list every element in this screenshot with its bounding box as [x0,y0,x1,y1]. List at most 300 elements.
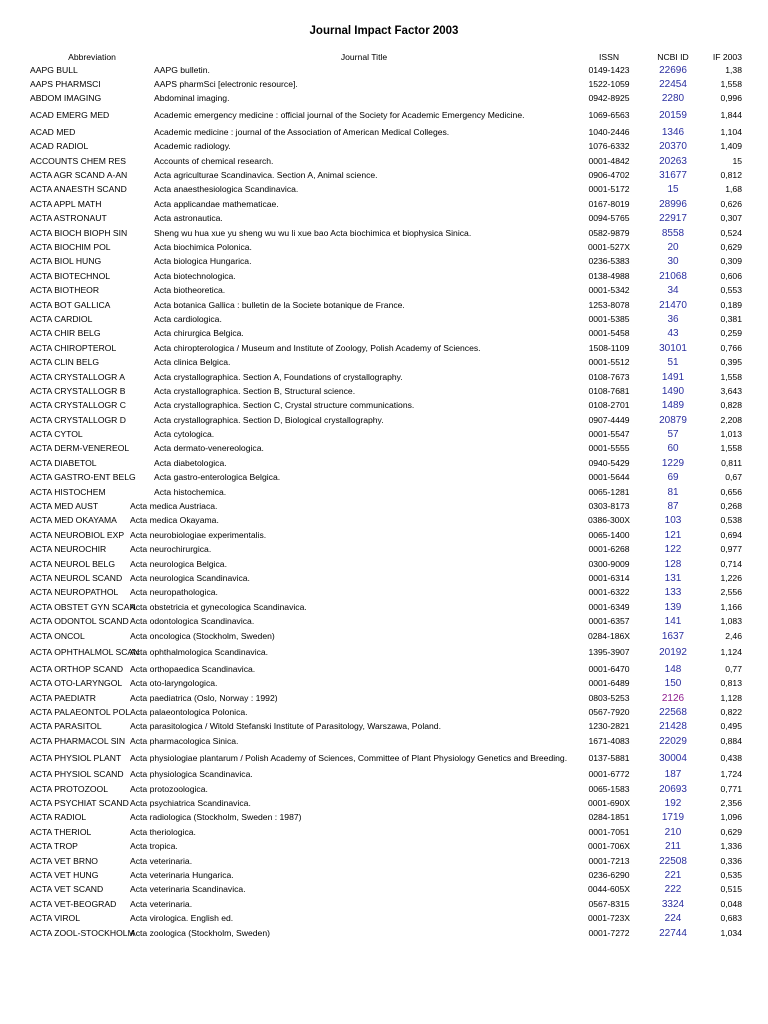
issn-cell: 0065-1400 [588,529,630,540]
ncbi-id-link[interactable]: 34 [667,285,679,297]
abbreviation-cell: ACTA AGR SCAND A-AN [30,170,128,181]
journal-title-text: Acta crystallographica. Section C, Crystal structure communications. [154,400,415,411]
abbreviation-cell: ACAD RADIOL [30,141,89,152]
abbreviation-cell: ACTA ORTHOP SCAND [30,663,124,674]
table-row [30,140,742,154]
abbreviation-cell: ACTA ONCOL [30,630,85,641]
ncbi-id-link[interactable]: 187 [664,769,682,781]
table-row [30,897,742,911]
abbreviation-cell: ACTA RADIOL [30,812,87,823]
journal-title-cell [154,212,574,226]
table-row [30,854,742,868]
ncbi-id-link[interactable]: 22508 [659,855,687,867]
journal-title-text: Acta physiologica Scandinavica. [130,769,253,780]
ncbi-id-link[interactable]: 30101 [659,342,687,354]
abbreviation-cell: ACTA CRYSTALLOGR C [30,400,126,411]
journal-title-text: Acta paediatrica (Oslo, Norway : 1992) [130,692,278,703]
issn-cell: 1508-1109 [588,342,630,353]
ncbi-id-link[interactable]: 139 [664,601,682,613]
impact-factor-cell: 0,996 [720,93,742,104]
ncbi-id-cell [644,691,702,705]
impact-factor-cell: 0,048 [720,898,742,909]
ncbi-id-cell [644,600,702,614]
table-row [30,571,742,585]
table-row [30,811,742,825]
ncbi-id-link[interactable]: 222 [664,884,682,896]
ncbi-id-cell [644,796,702,810]
table-row [30,749,742,768]
ncbi-id-cell [644,854,702,868]
ncbi-id-link[interactable]: 20879 [659,414,687,426]
impact-factor-cell: 0,771 [720,783,742,794]
ncbi-id-link[interactable]: 2280 [661,93,685,105]
abbreviation-cell: ACTA BIOCHIM POL [30,241,111,252]
abbreviation-cell: ACTA BIOL HUNG [30,256,102,267]
ncbi-id-link[interactable]: 87 [667,501,679,513]
ncbi-id-link[interactable]: 28996 [659,198,687,210]
abbreviation-cell: ACTA CLIN BELG [30,357,100,368]
ncbi-id-link[interactable]: 103 [664,515,682,527]
ncbi-id-link[interactable]: 121 [664,529,682,541]
impact-factor-cell: 1,558 [720,443,742,454]
journal-title-cell [154,92,574,106]
journal-title-cell [154,168,574,182]
journal-title-cell [130,571,574,585]
abbreviation-cell: ACAD MED [30,126,76,137]
table-row [30,327,742,341]
abbreviation-cell: ACTA VET BRNO [30,855,98,866]
impact-factor-cell: 0,77 [725,663,742,674]
abbreviation-cell: ACTA BIOCH BIOPH SIN [30,227,128,238]
journal-title-cell [130,499,574,513]
journal-title-text: Acta protozoologica. [130,783,208,794]
issn-cell: 0001-723X [587,913,631,924]
journal-title-text: Acta astronautica. [154,213,223,224]
ncbi-id-link[interactable]: 30 [667,256,679,268]
table-row [30,840,742,854]
table-row [30,168,742,182]
issn-cell: 0236-5383 [588,256,630,267]
issn-cell: 0001-706X [587,841,631,852]
ncbi-id-link[interactable]: 224 [664,913,682,925]
ncbi-id-link[interactable]: 20263 [659,155,687,167]
ncbi-id-cell [644,92,702,106]
journal-title-text: Acta cytologica. [154,429,215,440]
issn-cell: 1253-8078 [588,299,630,310]
impact-factor-cell: 0,309 [720,256,742,267]
abbreviation-cell: ACTA VET HUNG [30,870,99,880]
issn-cell: 0001-7051 [588,826,630,837]
abbreviation-cell: ACTA NEUROCHIR [30,544,107,555]
ncbi-id-link[interactable]: 131 [664,572,682,584]
ncbi-id-link[interactable]: 20192 [659,647,687,659]
table-row [30,883,742,897]
issn-cell: 0001-5547 [588,429,630,440]
impact-factor-cell: 2,356 [720,798,742,809]
ncbi-id-cell [644,384,702,398]
ncbi-id-link[interactable]: 221 [664,870,682,881]
ncbi-id-link[interactable]: 20370 [659,141,687,153]
journal-title-cell [154,298,574,312]
abbreviation-cell: ACTA GASTRO-ENT BELG [30,472,136,483]
journal-title-cell [130,691,574,705]
impact-factor-cell: 0,189 [720,299,742,310]
issn-cell: 0001-527X [587,241,631,252]
ncbi-id-cell [644,399,702,413]
abbreviation-cell: ACTA MED AUST [30,501,99,512]
impact-factor-cell: 0,395 [720,357,742,368]
table-row [30,600,742,614]
abbreviation-cell: ACTA BIOTECHNOL [30,270,111,281]
journal-title-text: Acta orthopaedica Scandinavica. [130,663,256,674]
issn-cell: 0907-4449 [588,414,630,425]
table-row [30,125,742,139]
impact-factor-cell: 2,46 [725,630,742,641]
journal-title-cell [130,586,574,600]
ncbi-id-link[interactable]: 22696 [659,64,687,76]
ncbi-id-link[interactable]: 1491 [661,371,685,383]
table-row [30,456,742,470]
abbreviation-cell: ACAD EMERG MED [30,110,110,121]
ncbi-id-link[interactable]: 211 [665,841,681,853]
ncbi-id-link[interactable]: 36 [667,313,679,325]
journal-title-text: Acta neurologica Belgica. [130,558,227,569]
journal-title-cell [130,854,574,868]
ncbi-id-cell [644,255,702,269]
ncbi-id-link[interactable]: 2126 [661,692,685,704]
abbreviation-cell: ACTA DERM-VENEREOL [30,443,130,454]
issn-cell: 0001-4842 [588,155,630,166]
table-row [30,399,742,413]
abbreviation-cell: ACTA CYTOL [30,429,83,440]
issn-cell: 0001-7272 [588,927,630,938]
impact-factor-cell: 0,811 [721,457,742,468]
issn-cell: 0044-605X [587,884,631,895]
abbreviation-cell: ACTA PHARMACOL SIN [30,735,126,746]
ncbi-id-link[interactable]: 1489 [661,400,685,412]
journal-title-cell [154,106,574,125]
journal-title-cell [154,125,574,139]
ncbi-id-link[interactable]: 1490 [661,385,685,397]
journal-title-text: Acta physiologiae plantarum / Polish Academy of Sciences, Committee of Plant Physiology Genetics and Breeding. [130,752,568,763]
abbreviation-cell: ACTA PARASITOL [30,721,102,732]
journal-title-text: Acta oncologica (Stockholm, Sweden) [130,630,275,641]
journal-title-cell [154,63,574,77]
journal-title-text: AAPG bulletin. [154,64,210,75]
impact-factor-cell: 0,766 [720,342,742,353]
table-row [30,442,742,456]
ncbi-id-link[interactable]: 128 [664,558,682,570]
issn-cell: 0001-690X [587,798,631,809]
table-row [30,427,742,441]
impact-factor-cell: 0,714 [720,558,742,569]
table-row [30,586,742,600]
impact-factor-cell: 1,104 [720,126,742,137]
journal-title-cell [154,427,574,441]
issn-cell: 0001-6357 [588,616,630,627]
ncbi-id-link[interactable]: 43 [667,328,679,340]
ncbi-id-link[interactable]: 21470 [659,299,687,311]
table-row [30,926,742,940]
table-row [30,471,742,485]
journal-title-cell [130,782,574,796]
ncbi-id-link[interactable]: 20 [667,241,679,253]
ncbi-id-cell [644,528,702,542]
ncbi-id-cell [644,662,702,676]
ncbi-id-link[interactable]: 133 [664,587,682,599]
journal-title-cell [154,77,574,91]
table-row [30,106,742,125]
abbreviation-cell: ACTA PALAEONTOL POL [30,707,130,718]
impact-factor-cell: 3,643 [720,385,742,396]
issn-cell: 0108-7673 [588,371,630,382]
ncbi-id-link[interactable]: 22454 [659,79,687,91]
journal-title-text: Acta veterinaria. [130,898,193,909]
table-row [30,485,742,499]
ncbi-id-link[interactable]: 22744 [659,927,687,939]
journal-title-cell [130,897,574,911]
impact-factor-cell: 0,268 [720,501,742,512]
issn-cell: 0567-7920 [588,707,630,718]
journal-title-cell [154,255,574,269]
ncbi-id-cell [644,413,702,427]
journal-title-cell [154,312,574,326]
impact-factor-cell: 0,553 [720,285,742,296]
ncbi-id-link[interactable]: 210 [664,826,682,838]
journal-title-cell [154,370,574,384]
journal-title-cell [154,456,574,470]
ncbi-id-cell [644,499,702,513]
journal-title-cell [130,911,574,925]
impact-factor-cell: 0,67 [725,472,742,483]
table-row [30,154,742,168]
table-row [30,341,742,355]
journal-title-cell [154,485,574,499]
ncbi-id-cell [644,298,702,312]
ncbi-id-cell [644,154,702,168]
table-row [30,825,742,839]
ncbi-id-cell [644,442,702,456]
ncbi-id-cell [644,705,702,719]
ncbi-id-cell [644,269,702,283]
ncbi-id-link[interactable]: 21428 [659,721,687,733]
journal-title-text: Academic emergency medicine : official journal of the Society for Academic Emergency Medicine. [154,110,525,121]
table-row [30,312,742,326]
table-row [30,63,742,77]
abbreviation-cell: ACTA ODONTOL SCAND [30,616,129,627]
issn-cell: 1076-6332 [588,141,630,152]
impact-factor-cell: 1,128 [720,692,742,703]
impact-factor-cell: 0,813 [720,678,742,689]
issn-cell: 0001-5385 [588,313,630,324]
ncbi-id-cell [644,63,702,77]
table-row [30,796,742,810]
issn-cell: 0284-1851 [588,812,630,823]
journal-title-cell [130,543,574,557]
journal-title-cell [130,662,574,676]
journal-title-text: Acta biotheoretica. [154,285,226,296]
journal-title-cell [130,720,574,734]
issn-cell: 0940-5429 [588,457,630,468]
impact-factor-cell: 0,538 [720,515,742,526]
impact-factor-cell: 0,977 [720,544,742,555]
ncbi-id-link[interactable]: 51 [667,357,679,369]
journal-title-cell [130,705,574,719]
issn-cell: 0942-8925 [588,93,630,104]
ncbi-id-link[interactable]: 1719 [661,812,685,824]
ncbi-id-link[interactable]: 31677 [659,170,687,182]
journal-title-cell [130,514,574,528]
journal-title-text: Acta applicandae mathematicae. [154,198,279,209]
ncbi-id-link[interactable]: 122 [664,544,682,556]
ncbi-id-cell [644,629,702,643]
impact-factor-cell: 1,166 [720,601,742,612]
ncbi-id-link[interactable]: 22917 [659,213,687,225]
ncbi-id-link[interactable]: 3324 [661,898,685,910]
journal-title-cell [130,557,574,571]
journal-title-text: AAPS pharmSci [electronic resource]. [154,79,298,90]
journal-title-text: Acta veterinaria. [130,855,193,866]
abbreviation-cell: ACTA ASTRONAUT [30,213,107,224]
col-issn: ISSN [598,52,620,62]
ncbi-id-cell [644,883,702,897]
issn-cell: 0149-1423 [588,64,630,75]
table-row [30,629,742,643]
journal-title-text: Acta zoologica (Stockholm, Sweden) [130,927,270,938]
abbreviation-cell: ACTA MED OKAYAMA [30,515,117,526]
abbreviation-cell: AAPS PHARMSCI [30,79,101,90]
ncbi-id-link[interactable]: 57 [667,429,679,441]
issn-cell: 0001-6322 [588,587,630,598]
ncbi-id-cell [644,677,702,691]
table-row [30,298,742,312]
impact-factor-cell: 0,812 [720,170,742,181]
abbreviation-cell: ACTA OTO-LARYNGOL [30,678,123,689]
impact-factor-cell: 0,822 [720,707,742,718]
journal-title-cell [130,614,574,628]
ncbi-id-link[interactable]: 1346 [661,126,685,138]
abbreviation-cell: ACTA CHIR BELG [30,328,101,339]
abbreviation-cell: ACTA CARDIOL [30,313,93,324]
ncbi-id-link[interactable]: 1637 [661,630,685,642]
table-row [30,734,742,748]
impact-factor-cell: 0,828 [720,400,742,411]
table-row [30,499,742,513]
issn-cell: 0001-5555 [588,443,630,454]
impact-factor-cell: 2,208 [720,414,742,425]
journal-title-text: Acta oto-laryngologica. [130,678,218,689]
ncbi-id-link[interactable]: 69 [667,472,679,484]
issn-cell: 0567-8315 [588,898,630,909]
ncbi-id-cell [644,614,702,628]
abbreviation-cell: ACTA ZOOL-STOCKHOLM [30,927,135,938]
journal-title-text: Acta chirurgica Belgica. [154,328,244,339]
ncbi-id-link[interactable]: 141 [664,616,682,628]
issn-cell: 0094-5765 [588,213,630,224]
impact-factor-cell: 2,556 [720,587,742,598]
ncbi-id-link[interactable]: 1229 [661,457,685,469]
abbreviation-cell: ACTA OBSTET GYN SCAN [30,601,136,612]
col-journal-title: Journal Title [340,52,388,62]
table-row [30,269,742,283]
ncbi-id-link[interactable]: 150 [664,678,682,690]
impact-factor-table [30,51,742,940]
journal-title-text: Academic medicine : journal of the Association of American Medical Colleges. [154,126,450,137]
issn-cell: 1069-6563 [588,110,630,121]
ncbi-id-link[interactable]: 192 [664,798,682,810]
impact-factor-cell: 1,558 [720,79,742,90]
ncbi-id-cell [644,312,702,326]
journal-title-text: Acta biochimica Polonica. [154,241,252,252]
ncbi-id-link[interactable]: 20159 [659,110,687,122]
table-row [30,528,742,542]
ncbi-id-link[interactable]: 148 [664,663,682,675]
ncbi-id-link[interactable]: 20693 [659,783,687,795]
ncbi-id-link[interactable]: 22029 [659,735,687,747]
abbreviation-cell: ACTA NEUROPATHOL [30,587,119,598]
impact-factor-cell: 1,083 [720,616,742,627]
table-row [30,255,742,269]
journal-title-text: Acta palaeontologica Polonica. [130,707,248,718]
journal-title-text: Acta medica Austriaca. [130,501,218,512]
ncbi-id-cell [644,77,702,91]
journal-title-text: Acta veterinaria Hungarica. [130,870,234,880]
impact-factor-cell: 0,515 [720,884,742,895]
abbreviation-cell: ACTA BIOTHEOR [30,285,100,296]
journal-title-text: Acta neurologica Scandinavica. [130,572,250,583]
journal-title-text: Acta veterinaria Scandinavica. [130,884,246,895]
impact-factor-cell: 1,724 [720,769,742,780]
journal-title-text: Acta botanica Gallica : bulletin de la Societe botanique de France. [154,299,405,310]
journal-title-text: Acta cardiologica. [154,313,222,324]
journal-title-cell [154,240,574,254]
impact-factor-cell: 0,629 [720,241,742,252]
ncbi-id-link[interactable]: 60 [667,443,679,455]
ncbi-id-link[interactable]: 15 [667,184,679,196]
ncbi-id-link[interactable]: 8558 [661,227,685,239]
ncbi-id-cell [644,140,702,154]
journal-title-cell [154,327,574,341]
table-row [30,720,742,734]
abbreviation-cell: ACTA PHYSIOL SCAND [30,769,124,780]
ncbi-id-link[interactable]: 21068 [659,270,687,282]
abbreviation-cell: ACTA DIABETOL [30,457,97,468]
table-row [30,384,742,398]
ncbi-id-link[interactable]: 30004 [659,752,687,764]
ncbi-id-cell [644,355,702,369]
impact-factor-cell: 0,438 [720,752,742,763]
journal-title-text: Acta psychiatrica Scandinavica. [130,798,251,809]
journal-title-cell [130,796,574,810]
issn-cell: 0001-6470 [588,663,630,674]
issn-cell: 0236-6290 [588,870,630,880]
abbreviation-cell: ACTA ANAESTH SCAND [30,184,127,195]
table-row [30,677,742,691]
ncbi-id-cell [644,734,702,748]
ncbi-id-link[interactable]: 81 [667,486,679,498]
journal-title-cell [130,825,574,839]
ncbi-id-cell [644,456,702,470]
ncbi-id-cell [644,868,702,882]
issn-cell: 0138-4988 [588,270,630,281]
journal-title-cell [154,154,574,168]
abbreviation-cell: ACTA TROP [30,841,78,852]
issn-cell: 0001-6772 [588,769,630,780]
ncbi-id-link[interactable]: 22568 [659,707,687,719]
journal-title-text: Acta clinica Belgica. [154,357,231,368]
journal-title-cell [154,341,574,355]
issn-cell: 1230-2821 [588,721,630,732]
